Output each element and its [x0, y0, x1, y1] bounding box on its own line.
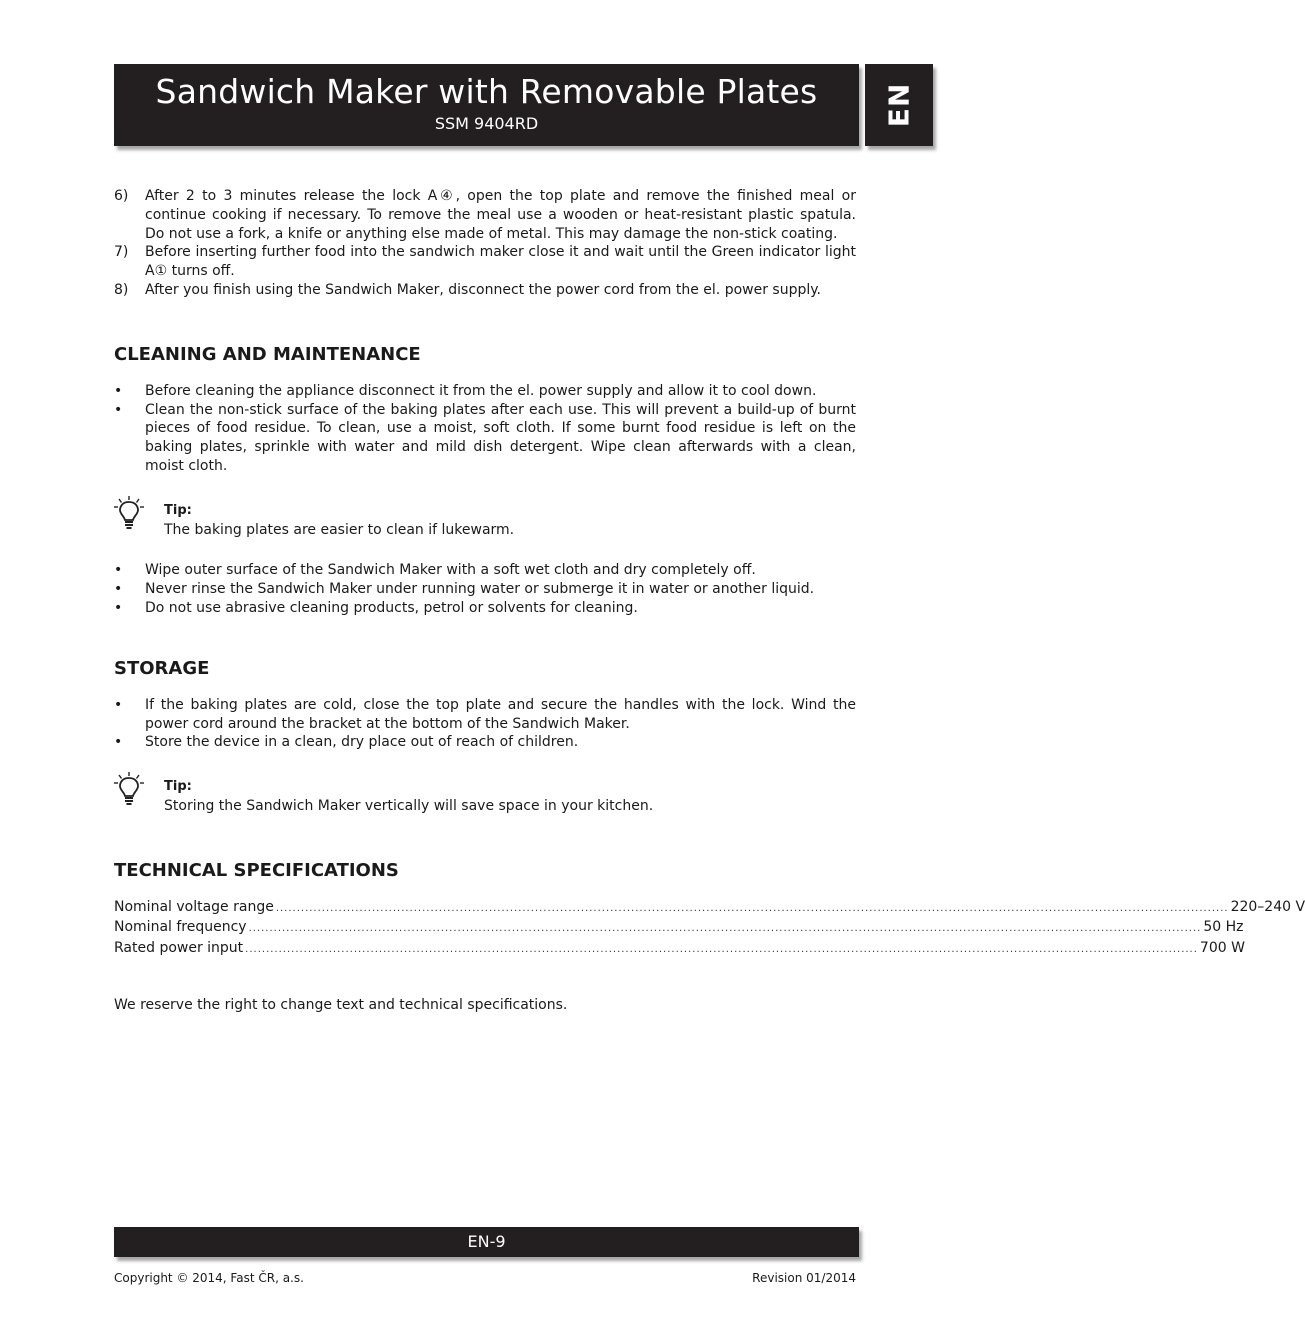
storage-list	[114, 696, 856, 752]
document-title: Sandwich Maker with Removable Plates	[155, 72, 818, 111]
header-bar	[114, 64, 859, 146]
list-item	[114, 599, 856, 618]
step-number: 8)	[114, 281, 129, 298]
table-row	[114, 918, 1244, 939]
tip-text: The baking plates are easier to clean if lukewarm.	[164, 521, 515, 538]
language-tab	[865, 64, 933, 146]
bullet-dot: •	[114, 562, 123, 579]
bullet-text: Wipe outer surface of the Sandwich Maker with a soft wet cloth and dry completely off.	[145, 562, 756, 579]
bullet-dot: •	[114, 382, 123, 399]
bullet-dot: •	[114, 734, 123, 751]
lightbulb-icon	[114, 496, 144, 530]
steps-list	[114, 187, 856, 300]
step-text: After 2 to 3 minutes release the lock A④, open the top plate and remove the finished meal or continue cooking if necessary. To remove the meal use a wooden or heat-resistant plastic spatula. Do not use a fork, a knife or anything else made of metal. This may damage the non-stick coating.	[145, 188, 856, 242]
step-number: 7)	[114, 244, 129, 261]
cleaning-list-2	[114, 561, 856, 617]
bullet-dot: •	[114, 401, 123, 418]
bullet-text: Store the device in a clean, dry place out of reach of children.	[145, 734, 579, 751]
storage-heading: STORAGE	[114, 657, 210, 679]
bullet-text: Never rinse the Sandwich Maker under running water or submerge it in water or another liquid.	[145, 581, 815, 598]
specs-table	[114, 898, 1305, 960]
spec-value: 700 W	[1199, 939, 1245, 956]
bullet-text: If the baking plates are cold, close the top plate and secure the handles with the lock. Wind the power cord around the bracket at the bottom of the Sandwich Maker.	[145, 696, 856, 732]
tip-label: Tip:	[164, 779, 192, 795]
leader-dots: ....................................................................................................................................................................................................................................	[245, 943, 1198, 955]
list-item	[114, 187, 856, 243]
disclaimer: We reserve the right to change text and technical specifications.	[114, 996, 568, 1013]
specs-heading: TECHNICAL SPECIFICATIONS	[114, 859, 399, 881]
bullet-text: Clean the non-stick surface of the baking plates after each use. This will prevent a build-up of burnt pieces of food residue. To clean, use a moist, soft cloth. If some burnt food residue is left on the baking plates, sprinkle with water and mild dish detergent. Wipe clean afterwards with a clean, moist cloth.	[145, 401, 856, 474]
bullet-dot: •	[114, 599, 123, 616]
main-content	[114, 187, 1305, 1014]
spec-value: 50 Hz	[1203, 919, 1244, 936]
page-number-bar	[114, 1227, 859, 1257]
list-item	[114, 401, 856, 476]
step-number: 6)	[114, 188, 129, 204]
tip-box	[114, 778, 856, 816]
cleaning-heading: CLEANING AND MAINTENANCE	[114, 343, 421, 365]
step-text: After you finish using the Sandwich Maker, disconnect the power cord from the el. power supply.	[145, 281, 821, 298]
lightbulb-icon	[114, 772, 144, 806]
bullet-text: Before cleaning the appliance disconnect it from the el. power supply and allow it to cool down.	[145, 382, 817, 399]
list-item	[114, 580, 856, 599]
spec-label: Rated power input	[114, 939, 244, 956]
spec-label: Nominal frequency	[114, 919, 247, 936]
step-text: Before inserting further food into the sandwich maker close it and wait until the Green indicator light A① turns off.	[145, 244, 856, 280]
revision: Revision 01/2014	[752, 1271, 856, 1285]
model-number: SSM 9404RD	[434, 114, 539, 133]
tip-box	[114, 502, 856, 540]
language-label: EN	[882, 82, 916, 128]
bullet-text: Do not use abrasive cleaning products, petrol or solvents for cleaning.	[145, 599, 638, 616]
tip-label: Tip:	[164, 502, 192, 518]
bullet-dot: •	[114, 696, 123, 713]
list-item	[114, 733, 856, 752]
page-number: EN-9	[467, 1232, 506, 1251]
leader-dots: ....................................................................................................................................................................................................................................	[248, 923, 1202, 935]
list-item	[114, 243, 856, 281]
list-item	[114, 281, 856, 300]
cleaning-list	[114, 382, 856, 476]
bullet-dot: •	[114, 581, 123, 598]
list-item	[114, 696, 856, 734]
spec-value: 220–240 V	[1230, 898, 1305, 915]
list-item	[114, 382, 856, 401]
tip-text: Storing the Sandwich Maker vertically will save space in your kitchen.	[164, 797, 654, 814]
list-item	[114, 561, 856, 580]
table-row	[114, 939, 1245, 960]
spec-label: Nominal voltage range	[114, 898, 274, 915]
table-row	[114, 898, 1305, 919]
leader-dots: ....................................................................................................................................................................................................................................	[275, 902, 1229, 914]
copyright: Copyright © 2014, Fast ČR, a.s.	[114, 1271, 304, 1285]
